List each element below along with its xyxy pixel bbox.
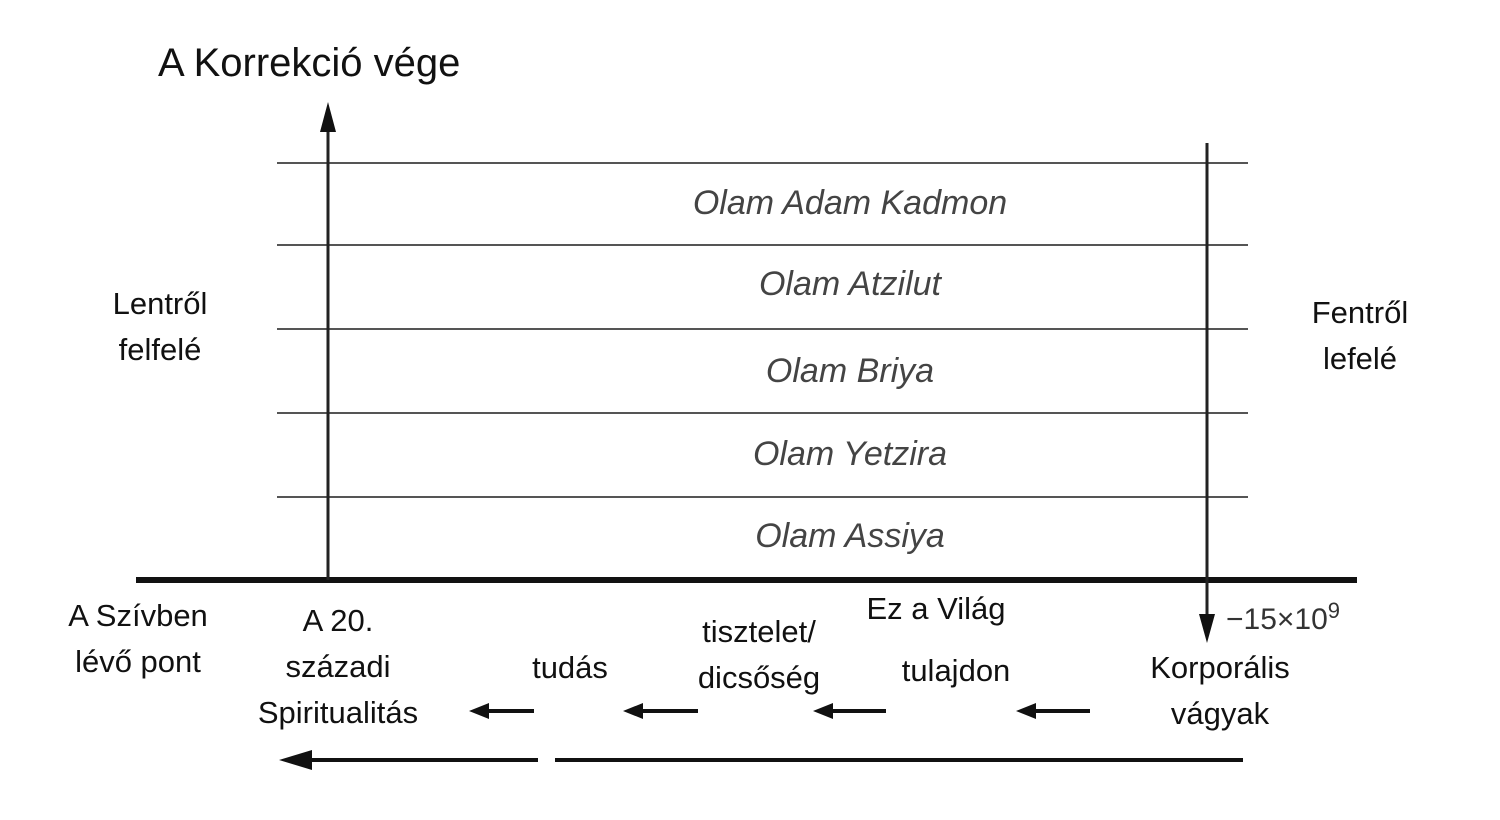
time-marker-base: −15×10 <box>1226 603 1328 636</box>
world-label-yetzira: Olam Yetzira <box>752 435 947 473</box>
left-axis-line2: felfelé <box>118 332 202 367</box>
right-axis-label <box>1300 290 1420 382</box>
stage-wealth: tulajdon <box>901 653 1011 688</box>
stage-point-in-heart-line1: A Szívben <box>68 598 208 633</box>
down-arrow-icon <box>1199 614 1215 643</box>
stage-corporeal-line1: Korporális <box>1150 650 1290 685</box>
stage-corporeal-line2: vágyak <box>1170 696 1270 731</box>
world-label-atzilut: Olam Atzilut <box>758 265 941 303</box>
time-marker-exponent: 9 <box>1327 598 1341 623</box>
stage-honor-line2: dicsőség <box>697 660 821 695</box>
diagram-title: A Korrekció vége <box>158 41 461 85</box>
left-arrow-icon <box>623 703 643 719</box>
stage-honor-line1: tisztelet/ <box>702 614 816 649</box>
stage-spirituality-line1: A 20. <box>302 603 374 638</box>
left-arrow-icon <box>469 703 489 719</box>
right-axis-line1: Fentről <box>1311 295 1409 330</box>
left-arrow-icon <box>813 703 833 719</box>
left-axis-line1: Lentről <box>112 286 208 321</box>
stage-point-in-heart-line2: lévő pont <box>75 644 201 679</box>
time-marker <box>1226 598 1340 642</box>
right-axis-line2: lefelé <box>1322 341 1398 376</box>
left-axis-label <box>100 281 220 373</box>
stage-corporeal <box>1130 645 1310 737</box>
world-label-briya: Olam Briya <box>765 352 935 390</box>
stage-knowledge: tudás <box>532 650 608 685</box>
stage-spirituality <box>243 598 433 736</box>
world-label-adam-kadmon: Olam Adam Kadmon <box>692 184 1008 222</box>
stage-honor <box>677 609 841 701</box>
up-arrow-icon <box>320 102 336 132</box>
stage-this-world: Ez a Világ <box>866 591 1006 626</box>
left-arrow-icon <box>279 750 312 770</box>
left-arrow-icon <box>1016 703 1036 719</box>
stage-point-in-heart <box>58 593 218 685</box>
world-label-assiya: Olam Assiya <box>755 517 945 555</box>
stage-spirituality-line2: századi <box>285 649 391 684</box>
stage-spirituality-line3: Spiritualitás <box>257 695 419 730</box>
